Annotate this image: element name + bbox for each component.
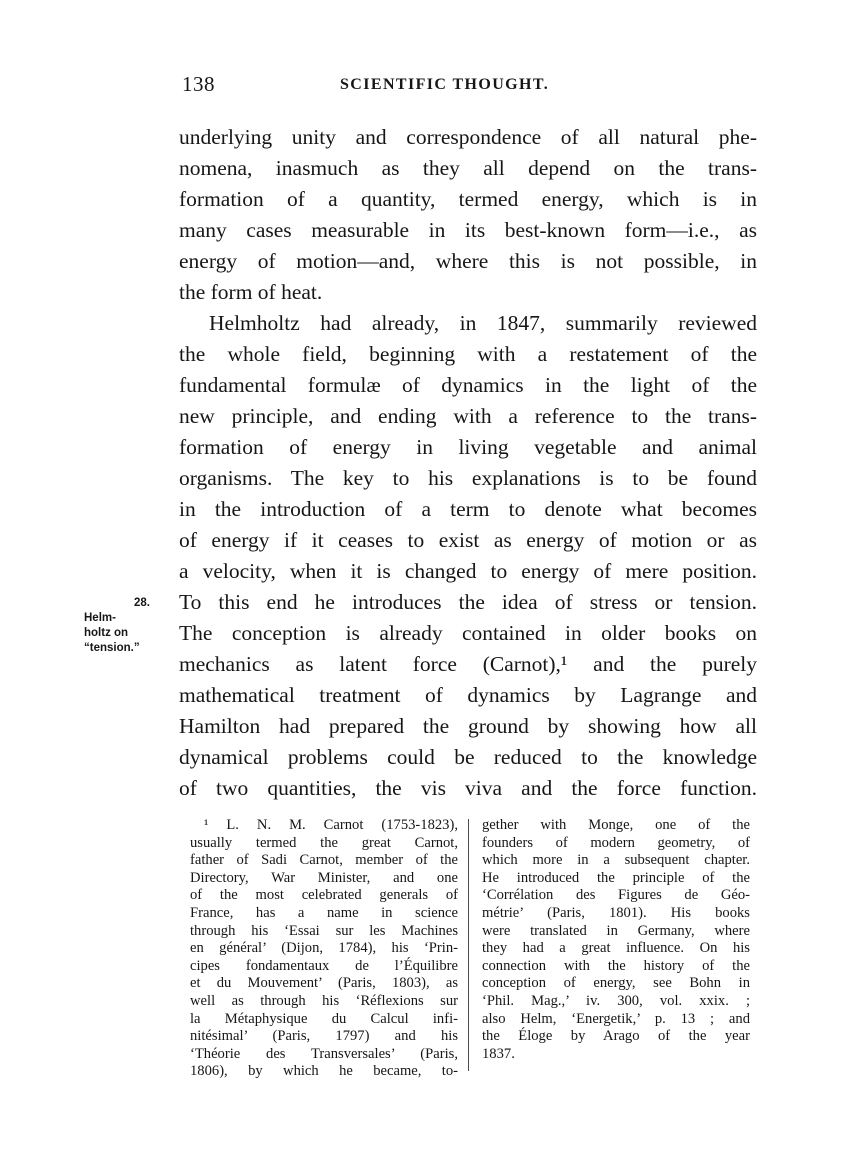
footnote-line: also Helm, ‘Energetik,’ p. 13 ; and [482,1010,750,1027]
footnote-line: nitésimal’ (Paris, 1797) and his [190,1028,458,1045]
footnote-line: et du Mouvement’ (Paris, 1803), as [190,975,458,992]
page-number: 138 [182,72,215,96]
body-line: dynamical problems could be reduced to the knowledge [179,745,757,769]
footnote-line: well as through his ‘Réflexions sur [190,992,458,1009]
body-line: a velocity, when it is changed to energy of mere position. [179,559,757,583]
body-line: the form of heat. [179,280,323,304]
body-line: Helmholtz had already, in 1847, summarily reviewed [209,311,757,335]
body-line: The conception is already contained in older books on [179,621,757,645]
body-line: of energy if it ceases to exist as energy of motion or as [179,528,757,552]
body-line: underlying unity and correspondence of all natural phe- [179,125,757,149]
body-line: energy of motion—and, where this is not possible, in [179,249,757,273]
footnote-line: of the most celebrated generals of [190,887,458,904]
body-line: nomena, inasmuch as they all depend on the trans- [179,156,757,180]
footnote-line: France, has a name in science [190,904,458,921]
body-line: new principle, and ending with a reference to the trans- [179,404,757,428]
footnote-line: 1837. [482,1045,515,1062]
footnote-divider [468,819,469,1071]
footnote-line: the Éloge by Arago of the year [482,1028,750,1045]
footnote-line: 1806), by which he became, to- [190,1063,458,1080]
body-line: fundamental formulæ of dynamics in the light of the [179,373,757,397]
footnote-right-column [482,817,750,1063]
body-line: To this end he introduces the idea of stress or tension. [179,590,757,614]
margin-note-line: “tension.” [84,642,140,654]
footnote-line: He introduced the principle of the [482,869,750,886]
footnote-line: connection with the history of the [482,957,750,974]
body-line: Hamilton had prepared the ground by showing how all [179,714,757,738]
margin-note-line: holtz on [84,627,129,639]
body-line: many cases measurable in its best-known form—i.e., as [179,218,757,242]
body-line: in the introduction of a term to denote what becomes [179,497,757,521]
footnote-line: which more in a subsequent chapter. [482,852,750,869]
footnote-line: father of Sadi Carnot, member of the [190,852,458,869]
margin-note [84,596,160,656]
footnote-line: through his ‘Essai sur les Machines [190,922,458,939]
body-text [179,122,757,804]
footnote-line: founders of modern geometry, of [482,834,750,851]
footnote-left-column [190,817,458,1081]
footnote-line: usually termed the great Carnot, [190,834,458,851]
body-line: organisms. The key to his explanations is to be found [179,466,757,490]
footnote-line: ‘Corrélation des Figures de Géo- [482,887,750,904]
margin-note-number: 28. [134,597,150,609]
footnote-line: they had a great influence. On his [482,940,750,957]
running-head: SCIENTIFIC THOUGHT. [340,76,550,93]
body-line: mechanics as latent force (Carnot),¹ and the purely [179,652,757,676]
body-line: formation of energy in living vegetable and animal [179,435,757,459]
footnote-line: ‘Phil. Mag.,’ iv. 300, vol. xxix. ; [482,992,750,1009]
footnote-line: were translated in Germany, where [482,922,750,939]
footnote-line: métrie’ (Paris, 1801). His books [482,904,750,921]
body-line: formation of a quantity, termed energy, which is in [179,187,757,211]
footnote-line: cipes fondamentaux de l’Équilibre [190,957,458,974]
body-line: the whole field, beginning with a restatement of the [179,342,757,366]
footnote-line: ‘Théorie des Transversales’ (Paris, [190,1045,458,1062]
footnote-line: gether with Monge, one of the [482,817,750,833]
body-line: mathematical treatment of dynamics by Lagrange and [179,683,757,707]
margin-note-line: Helm- [84,612,116,624]
body-line: of two quantities, the vis viva and the force function. [179,776,757,800]
footnote-line: ¹ L. N. M. Carnot (1753-1823), [204,817,458,833]
footnote-line: la Métaphysique du Calcul infi- [190,1010,458,1027]
footnote-line: Directory, War Minister, and one [190,869,458,886]
footnote-line: conception of energy, see Bohn in [482,975,750,992]
footnote-line: en général’ (Dijon, 1784), his ‘Prin- [190,940,458,957]
